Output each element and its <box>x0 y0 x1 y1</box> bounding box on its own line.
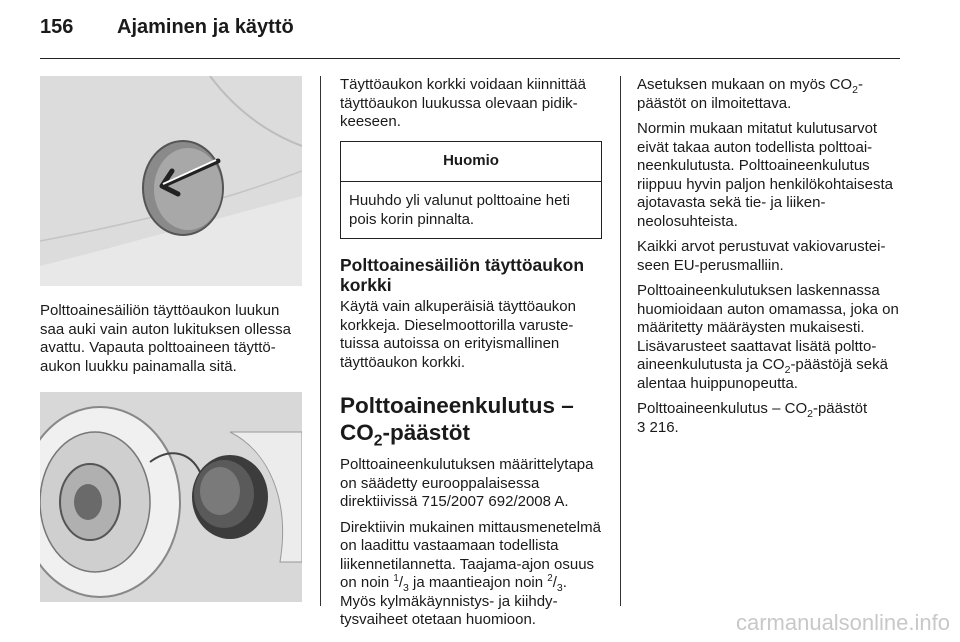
cap-holder-text: Täyttöaukon korkki voidaan kiinnittää täyttöaukon luukussa olevaan pidikkeeseen. <box>340 76 586 130</box>
measurement-text-end: . Myös kylmäkäynnistys- ja kiihdytysvaiheet otetaan huomioon. <box>340 574 567 628</box>
emission-regulation-paragraph <box>637 76 907 113</box>
column-divider-1 <box>320 76 321 606</box>
column-3 <box>637 76 907 444</box>
heading-subscript: 2 <box>373 432 383 450</box>
column-1 <box>40 76 302 602</box>
column-2 <box>340 76 602 637</box>
fraction-1-denominator: 3 <box>403 582 409 594</box>
fuel-flap-caption: Polttoainesäiliön täyttöaukon luukun saa auki vain auton lukituksen ollessa avattu. Vapauta polttoaineen täyttöaukon luukku painamalla sitä. <box>40 302 291 375</box>
heading-line-1: Polttoaineenkulutus – <box>340 393 574 418</box>
subscript: 2 <box>807 408 813 420</box>
measurement-paragraph: Direktiivin mukainen mittausmenetelmä on laadittu vastaamaan todellista liikennetilannetta. Taajama-ajon osuus on noin $^1/_3$ ja maantieajon noin $^2/_3$. Myös kylmäkäynnistys- ja kiihdytysvaiheet otetaan huomioon. <box>340 518 601 628</box>
column-divider-2 <box>620 76 621 606</box>
fuel-flap-press-illustration <box>40 76 302 286</box>
calculation-paragraph <box>637 282 907 393</box>
measurement-text-mid: ja maantieajon noin <box>408 574 548 591</box>
text-fragment: -päästöjä sekä alentaa huippunopeutta. <box>637 356 888 392</box>
page-number: 156 <box>40 16 74 38</box>
notice-title: Huomio <box>341 142 601 183</box>
fraction-1-numerator: 1 <box>393 573 399 584</box>
norm-paragraph: Normin mukaan mitatut kulutusarvot eivät takaa auton todellista polttoaineenkulutusta. Polttoaineenkulutus riippuu hyvin paljon henkilökohtaisesta ajotavasta sekä tie- ja liikenneolosuhteista. <box>637 120 893 230</box>
fraction-2-denominator: 3 <box>556 582 563 594</box>
text-fragment: Polttoaineenkulutuksen laskennassa huomioidaan auton omamassa, joka on määritetty määräysten mukaisesti. Lisävarusteet saattavat lisätä polttoaineenkulutusta ja CO <box>637 282 899 373</box>
consumption-section-heading <box>340 392 602 450</box>
page-title: Ajaminen ja käyttö <box>117 16 294 38</box>
heading-co: CO <box>340 420 374 445</box>
subscript: 2 <box>852 84 858 96</box>
eu-model-paragraph: Kaikki arvot perustuvat vakiovarusteiseen EU-perusmalliin. <box>637 238 886 274</box>
text-fragment: Asetuksen mukaan on myös CO <box>637 76 853 93</box>
page-header <box>40 14 900 59</box>
reference-arrow-icon: 3 <box>637 418 646 436</box>
fuel-cap-holder-illustration <box>40 392 302 602</box>
notice-box <box>340 141 602 240</box>
text-fragment: -päästöt on ilmoitettava. <box>637 76 863 112</box>
fraction-2-numerator: 2 <box>547 573 553 584</box>
measurement-text: Direktiivin mukainen mittausmenetelmä on laadittu vastaamaan todellista liikennetilannetta. Taajama-ajon osuus on noin <box>340 518 601 591</box>
notice-text: Huuhdo yli valunut polttoaine heti pois korin pinnalta. <box>349 192 570 228</box>
fuel-cap-text: Käytä vain alkuperäisiä täyttöaukon korkkeja. Dieselmoottorilla varustetuissa autoissa on erityismallinen täyttöaukon korkki. <box>340 298 576 371</box>
subscript: 2 <box>784 364 791 376</box>
directive-paragraph: Polttoaineenkulutuksen määrittelytapa on säädetty eurooppalaisessa direktiivissä 715/2007 692/2008 A. <box>340 456 594 510</box>
fuel-cap-heading: Polttoainesäiliön täyttöaukon korkki <box>340 255 585 295</box>
heading-suffix: -päästöt <box>382 420 471 445</box>
text-fragment: Polttoaineenkulutus – CO <box>637 400 808 417</box>
reference-page-link[interactable]: 216. <box>649 418 679 436</box>
cross-reference <box>637 400 907 437</box>
watermark: carmanualsonline.info <box>735 610 950 635</box>
text-fragment: -päästöt <box>812 400 868 417</box>
